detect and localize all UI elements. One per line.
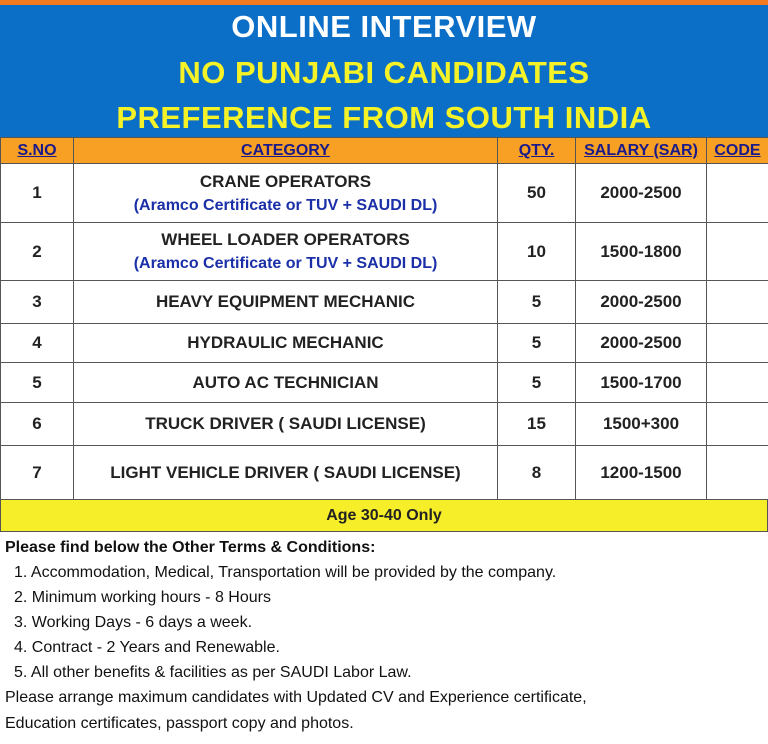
cell-qty: 10 — [498, 223, 576, 281]
table-row — [1, 324, 768, 363]
cell-category: AUTO AC TECHNICIAN — [74, 363, 498, 403]
cell-salary: 2000-2500 — [576, 281, 707, 324]
table-row — [1, 223, 768, 281]
header-sno: S.NO — [1, 138, 74, 164]
cell-category — [74, 164, 498, 223]
table-row — [1, 403, 768, 446]
closing-note-line-1: Please arrange maximum candidates with Updated CV and Experience certificate, — [5, 689, 587, 706]
cell-salary: 2000-2500 — [576, 164, 707, 223]
cell-qty: 5 — [498, 281, 576, 324]
header-qty: QTY. — [498, 138, 576, 164]
cell-salary: 1500-1700 — [576, 363, 707, 403]
header-banner — [0, 5, 768, 137]
cell-sno: 5 — [1, 363, 74, 403]
cell-category: HEAVY EQUIPMENT MECHANIC — [74, 281, 498, 324]
cell-category: HYDRAULIC MECHANIC — [74, 324, 498, 363]
header-category: CATEGORY — [74, 138, 498, 164]
cell-code — [707, 223, 768, 281]
terms-section — [5, 535, 763, 737]
cell-category — [74, 223, 498, 281]
cell-salary: 1200-1500 — [576, 446, 707, 500]
table-row — [1, 164, 768, 223]
cell-qty: 8 — [498, 446, 576, 500]
category-note: (Aramco Certificate or TUV + SAUDI DL) — [133, 196, 438, 214]
banner-title: ONLINE INTERVIEW — [231, 9, 537, 44]
terms-heading: Please find below the Other Terms & Conditions: — [5, 539, 376, 556]
cell-code — [707, 281, 768, 324]
cell-salary: 1500-1800 — [576, 223, 707, 281]
cell-code — [707, 446, 768, 500]
cell-sno: 4 — [1, 324, 74, 363]
cell-qty: 50 — [498, 164, 576, 223]
cell-qty: 5 — [498, 363, 576, 403]
cell-code — [707, 164, 768, 223]
terms-item: 2. Minimum working hours - 8 Hours — [14, 589, 271, 606]
cell-code — [707, 363, 768, 403]
terms-item: 3. Working Days - 6 days a week. — [14, 614, 253, 631]
cell-sno: 1 — [1, 164, 74, 223]
closing-note-line-2: Education certificates, passport copy and photos. — [5, 715, 354, 732]
category-title: WHEEL LOADER OPERATORS — [161, 230, 410, 249]
cell-salary: 1500+300 — [576, 403, 707, 446]
table-row — [1, 281, 768, 324]
header-code: CODE — [707, 138, 768, 164]
cell-qty: 15 — [498, 403, 576, 446]
banner-line-2: NO PUNJABI CANDIDATES — [178, 55, 590, 90]
cell-code — [707, 324, 768, 363]
cell-sno: 3 — [1, 281, 74, 324]
cell-code — [707, 403, 768, 446]
terms-item: 5. All other benefits & facilities as per SAUDI Labor Law. — [14, 664, 412, 681]
cell-sno: 7 — [1, 446, 74, 500]
jobs-table — [0, 137, 768, 500]
age-requirement-bar: Age 30-40 Only — [0, 499, 768, 532]
cell-sno: 6 — [1, 403, 74, 446]
category-note: (Aramco Certificate or TUV + SAUDI DL) — [133, 255, 438, 272]
header-salary: SALARY (SAR) — [576, 138, 707, 164]
terms-item: 4. Contract - 2 Years and Renewable. — [14, 639, 280, 656]
cell-category: LIGHT VEHICLE DRIVER ( SAUDI LICENSE) — [74, 446, 498, 500]
category-title: CRANE OPERATORS — [199, 171, 372, 191]
table-row — [1, 446, 768, 500]
terms-item: 1. Accommodation, Medical, Transportation will be provided by the company. — [14, 564, 557, 581]
cell-qty: 5 — [498, 324, 576, 363]
cell-sno: 2 — [1, 223, 74, 281]
table-header-row — [1, 138, 768, 164]
table-row — [1, 363, 768, 403]
cell-category: TRUCK DRIVER ( SAUDI LICENSE) — [74, 403, 498, 446]
banner-line-3: PREFERENCE FROM SOUTH INDIA — [116, 100, 652, 135]
cell-salary: 2000-2500 — [576, 324, 707, 363]
